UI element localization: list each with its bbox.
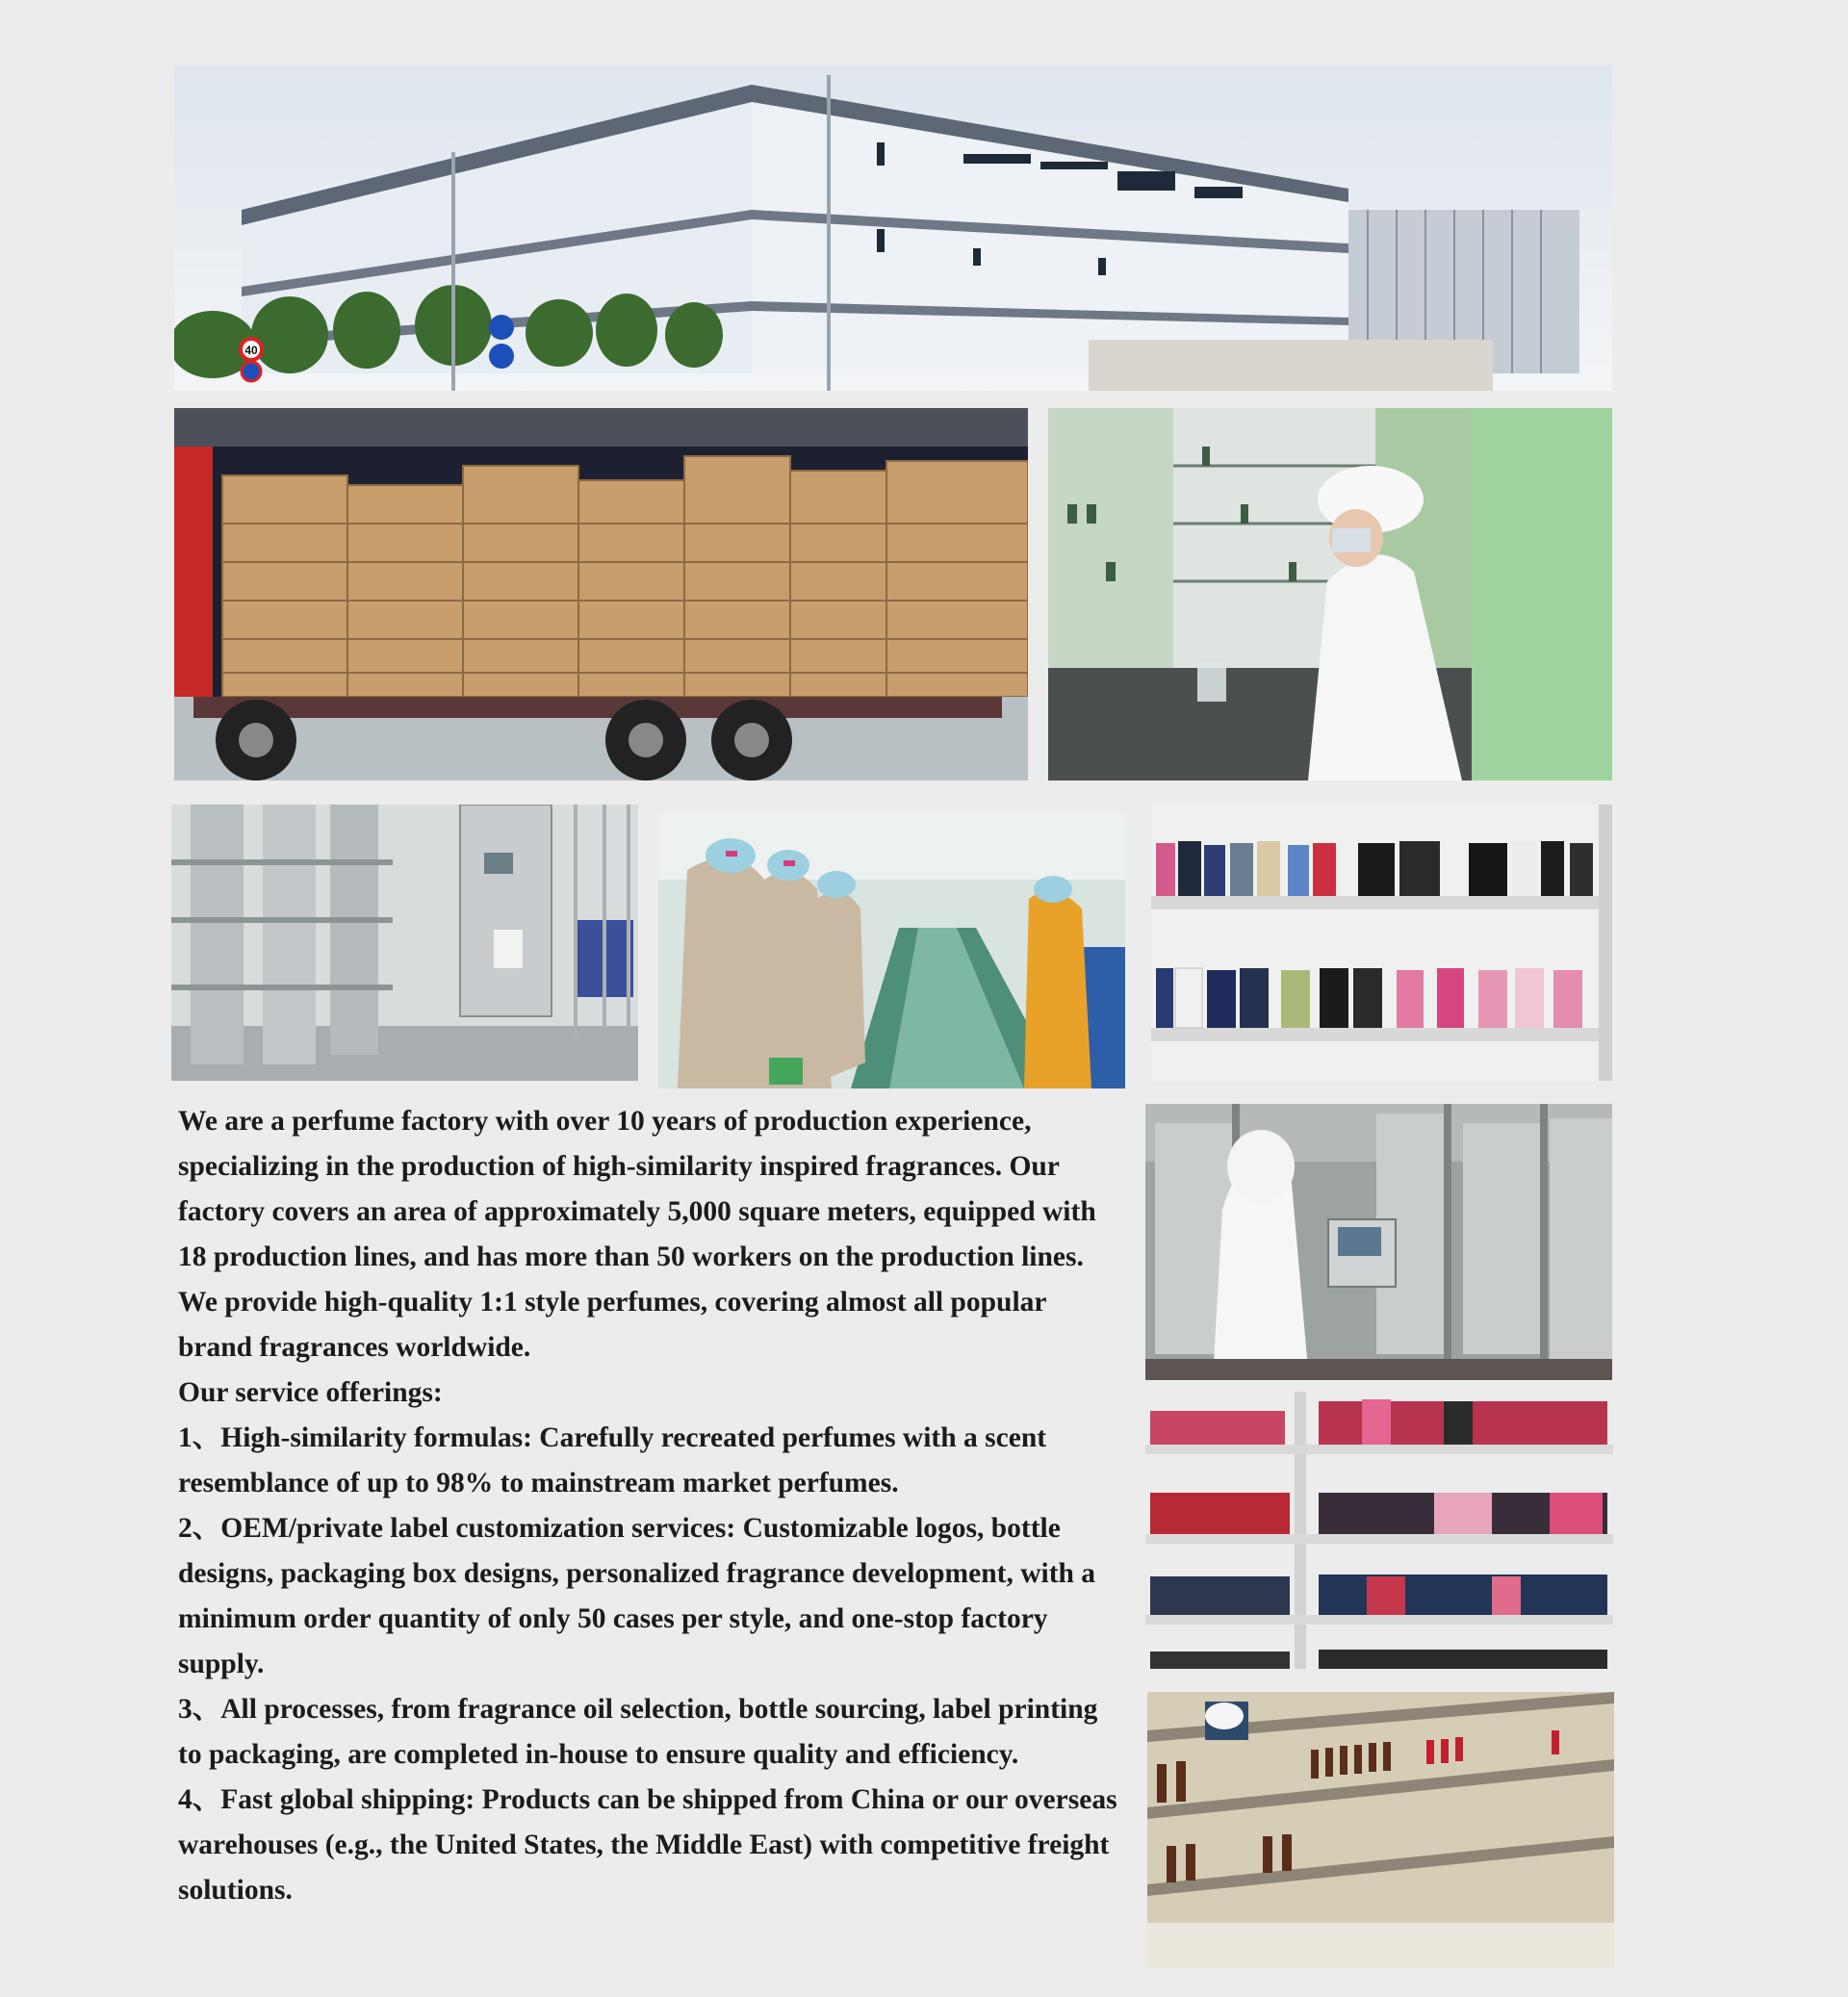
services-heading: Our service offerings: [178, 1377, 443, 1408]
speed-limit-sign-label: 40 [244, 344, 258, 357]
assembly-line-photo [658, 812, 1125, 1088]
sample-lab-shelves-photo [1147, 1692, 1614, 1968]
factory-building-photo [174, 65, 1612, 391]
product-showroom-photo [1145, 1392, 1613, 1669]
company-intro [178, 1099, 1121, 1913]
service-item: 2、OEM/private label customization services: Customizable logos, bottle designs, packaging box designs, personalized fragrance development, with a minimum order quantity of only 50 cases per style, and one-stop factory supply. [178, 1513, 1096, 1679]
service-item: 3、All processes, from fragrance oil selection, bottle sourcing, label printing to packaging, are completed in-house to ensure quality and efficiency. [178, 1694, 1098, 1770]
mixing-room-photo [1145, 1104, 1612, 1380]
water-treatment-photo [171, 805, 638, 1081]
service-item: 4、Fast global shipping: Products can be shipped from China or our overseas warehouses (e.g., the United States, the Middle East) with competitive freight solutions. [178, 1784, 1117, 1906]
lab-technician-photo [1048, 408, 1612, 781]
intro-paragraph: We are a perfume factory with over 10 years of production experience, specializing in the production of high-similarity inspired fragrances. Our factory covers an area of approximately 5,000 square meters, equipped with 18 production lines, and has more than 50 workers on the production lines. We provide high-quality 1:1 style perfumes, covering almost all popular brand fragrances worldwide. [178, 1106, 1096, 1363]
truck-loading-photo [174, 408, 1028, 781]
service-item: 1、High-similarity formulas: Carefully recreated perfumes with a scent resemblance of up to 98% to mainstream market perfumes. [178, 1422, 1047, 1498]
perfume-display-shelf-photo [1151, 805, 1612, 1081]
